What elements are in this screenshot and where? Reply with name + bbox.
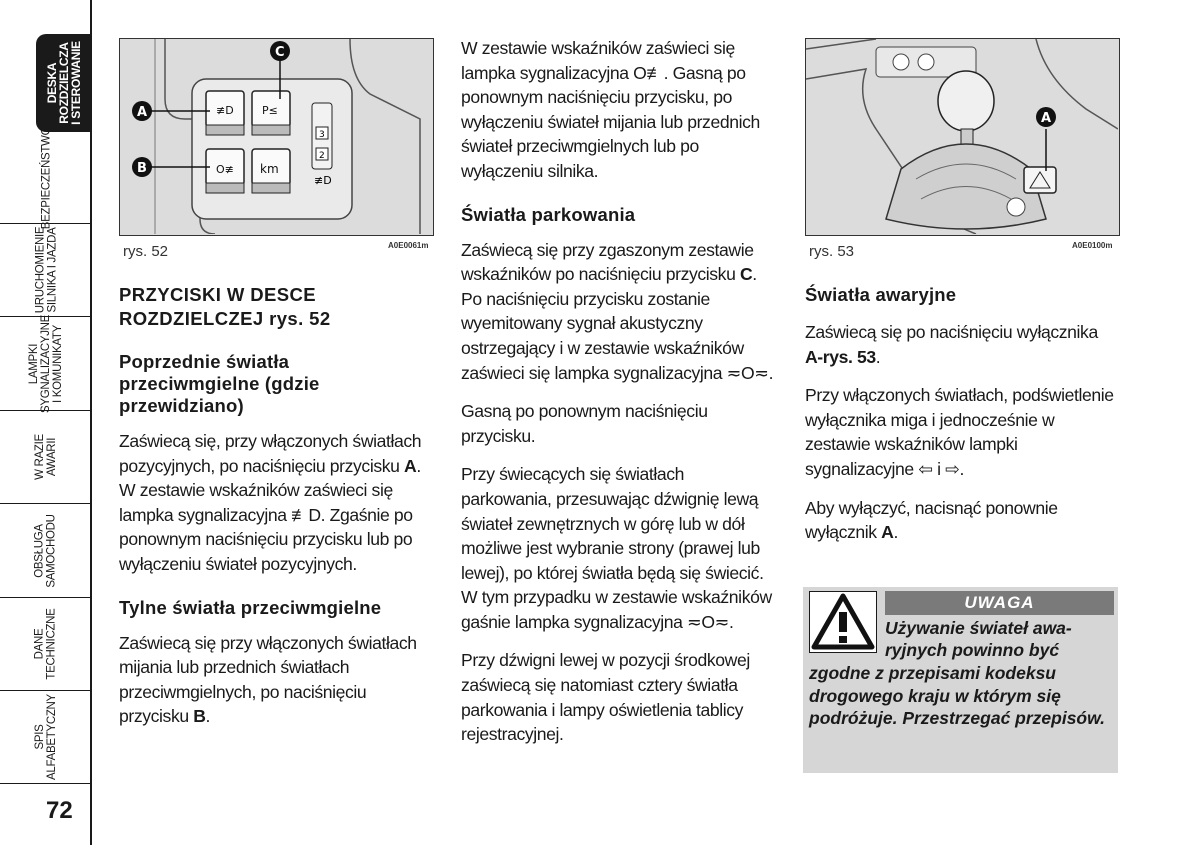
paragraph: Zaświecą się po naciśnięciu wyłącznika A-rys. 53. (805, 322, 1098, 367)
gear-2-label: 2 (319, 151, 325, 161)
callout-b: B (137, 161, 147, 176)
warning-triangle-icon (809, 591, 877, 653)
column-2 (461, 36, 776, 761)
tab-label: BEZPIECZEŃSTWO (40, 126, 53, 229)
callout-a: A (137, 105, 148, 120)
paragraph: W zestawie wskaźników zaświeci się lampka sygnalizacyjna O≢. Gasną po ponownym naciśnięciu przycisku, po wyłączeniu świateł mijania lub przednich świateł przeciwmgielnych lub po wyłączeniu silnika. (461, 38, 760, 181)
left-turn-arrow-icon: ⇦ (918, 458, 933, 479)
warning-box (803, 587, 1118, 773)
paragraph: Zaświecą się, przy włączonych światłach pozycyjnych, po naciśnięciu przycisku A. W zestawie wskaźników zaświeci się lampka sygnalizacyjna ≢D. Zgaśnie po ponownym naciśnięciu przycisku lub po wyłączeniu świateł pozycyjnych. (119, 431, 422, 574)
tab-label: URUCHOMIENIE SILNIKA I JAZDA (34, 226, 58, 314)
hazard-switch-illustration (806, 39, 1118, 234)
rear-fog-lamp-icon: O≢ (216, 163, 234, 176)
paragraph: Przy świecących się światłach parkowania, przesuwając dźwignię lewą świateł zewnętrznych w górę lub w dół możliwe jest wybranie strony (prawej lub lewej), po której światła będą się świecić. W tym przypadku w zestawie wskaźników gaśnie lampka sygnalizacyjna ≂O≂. (461, 464, 772, 632)
column-3 (805, 284, 1120, 559)
warning-title: UWAGA (885, 591, 1114, 615)
page-number: 72 (46, 797, 73, 824)
subheading-rear-fog: Tylne światła przeciwmgielne (119, 596, 382, 618)
parking-lights-icon: P≤ (262, 104, 278, 117)
parking-lights-icon: ≂O≂ (687, 611, 730, 632)
tab-spis[interactable] (0, 691, 92, 784)
parking-lights-icon: ≂O≂ (726, 362, 769, 383)
front-fog-lamp-icon: ≢D (291, 504, 321, 525)
warning-line-2: ryjnych powinno być (885, 640, 1060, 660)
rear-fog-lamp-icon: O≢ (633, 62, 664, 83)
figure-53-caption: rys. 53 (809, 243, 855, 260)
dashboard-buttons-illustration (120, 39, 432, 234)
warning-body: zgodne z przepisami kodeksu drogowego kraju w którym się podróżuje. Przestrzegać przepisów. (809, 663, 1105, 728)
km-button-label: km (260, 162, 279, 176)
subheading-parking-lights: Światła parkowania (461, 203, 636, 225)
front-fog-lamp-icon: ≢D (216, 104, 234, 117)
paragraph: Zaświecą się przy zgaszonym zestawie wskaźników po naciśnięciu przycisku C. Po naciśnięciu przycisku zostanie wyemitowany sygnał akustyczny ostrzegający i w zestawie wskaźników zaświeci się lampka sygnalizacyjna ≂O≂. (461, 239, 774, 383)
paragraph: Aby wyłączyć, nacisnąć ponownie wyłącznik A. (805, 497, 1058, 543)
section-heading: PRZYCISKI W DESCE ROZDZIELCZEJ rys. 52 (119, 284, 331, 329)
gear-3-label: 3 (319, 130, 325, 140)
tab-obsluga[interactable] (0, 504, 92, 598)
paragraph: Przy dźwigni lewej w pozycji środkowej zaświecą się natomiast cztery światła parkowania i lampy oświetlenia tablicy rejestracyjnej. (461, 650, 750, 745)
tab-lampki[interactable] (0, 314, 92, 413)
paragraph: Zaświecą się przy włączonych światłach mijania lub przednich światłach przeciwmgielnych, po naciśnięciu przycisku B. (119, 632, 417, 727)
tab-deska-rozdzielcza[interactable] (36, 34, 92, 132)
tab-label: DESKA ROZDZIELCZA I STEROWANIE (45, 40, 83, 125)
right-turn-arrow-icon: ⇨ (945, 458, 960, 479)
tab-label: SPIS ALFABETYCZNY (34, 694, 58, 780)
callout-c: C (275, 45, 285, 60)
callout-a: A (1041, 111, 1052, 126)
tab-dane-techniczne[interactable] (0, 598, 92, 691)
chapter-tabs (0, 0, 92, 845)
paragraph: Gasną po ponownym naciśnięciu przycisku. (461, 401, 708, 446)
figure-52-caption: rys. 52 (123, 243, 169, 260)
tab-label: DANE TECHNICZNE (34, 608, 58, 680)
tab-w-razie-awarii[interactable] (0, 411, 92, 504)
column-1 (119, 283, 437, 743)
subheading-front-fog: Poprzednie światła przeciwmgielne (gdzie przewidziano) (119, 351, 320, 416)
paragraph: Przy włączonych światłach, podświetlenie wyłącznika miga i jednocześnie w zestawie wskaźników lampki sygnalizacyjne ⇦ i ⇨. (805, 385, 1114, 479)
warning-line-1: Używanie świateł awa- (885, 618, 1072, 638)
tab-label: OBSŁUGA SAMOCHODU (34, 513, 58, 588)
figure-52 (119, 38, 434, 236)
tab-label: W RAZIE AWARII (33, 434, 58, 480)
figure-52-code: A0E0061m (388, 241, 429, 250)
figure-53-code: A0E0100m (1072, 241, 1113, 250)
tab-label: LAMPKI SYGNALIZACYJNE I KOMUNIKATY (28, 314, 64, 413)
tab-bezpieczenstwo[interactable] (0, 126, 92, 229)
tab-uruchomienie[interactable] (0, 224, 92, 317)
headlamp-level-icon: ≢D (314, 174, 332, 187)
subheading-hazard-lights: Światła awaryjne (805, 284, 957, 305)
figure-53 (805, 38, 1120, 236)
